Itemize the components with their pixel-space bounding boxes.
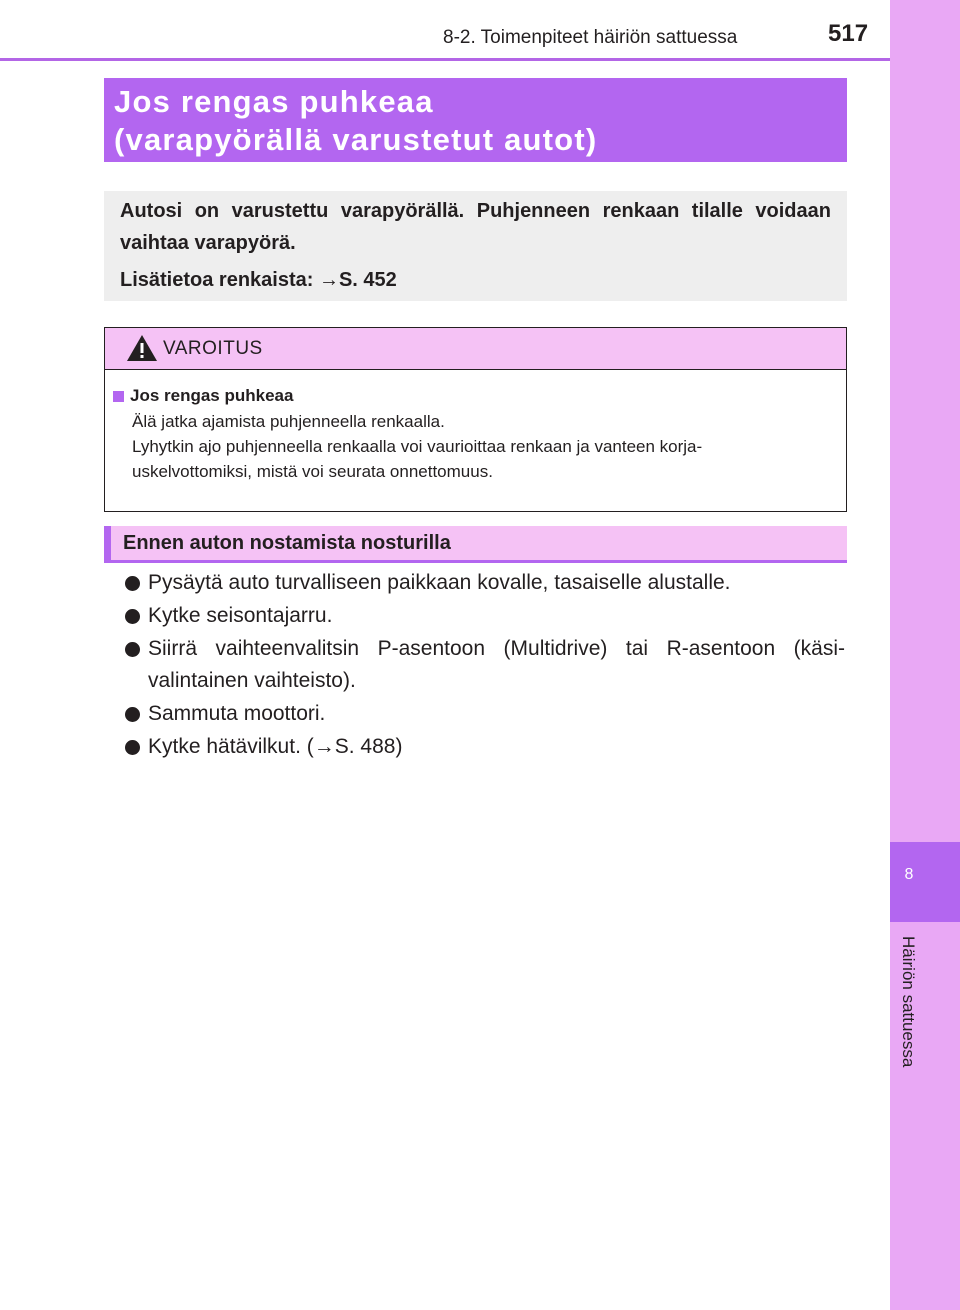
intro-reference: Lisätietoa renkaista: →S. 452 bbox=[120, 269, 397, 291]
page-number: 517 bbox=[828, 20, 869, 47]
warning-body bbox=[105, 370, 846, 484]
intro-box bbox=[104, 191, 847, 301]
warning-box bbox=[104, 327, 847, 512]
warning-triangle-icon bbox=[126, 334, 158, 367]
list-item bbox=[125, 731, 845, 763]
header-divider bbox=[0, 58, 890, 61]
bullet-icon bbox=[125, 609, 140, 624]
section-header bbox=[104, 526, 847, 563]
warning-subheading bbox=[113, 386, 836, 406]
list-item bbox=[125, 600, 845, 632]
section-title: Ennen auton nostamista nosturilla bbox=[123, 532, 451, 554]
bullet-icon bbox=[125, 707, 140, 722]
square-bullet-icon bbox=[113, 391, 124, 402]
bullet-icon bbox=[125, 576, 140, 591]
step-text: Pysäytä auto turvalliseen paikkaan kovalle, tasaiselle alustalle. bbox=[148, 571, 731, 594]
page-title-box bbox=[104, 78, 847, 162]
step-text: Kytke hätävilkut. (→S. 488) bbox=[148, 735, 403, 758]
warning-subheading-text: Jos rengas puhkeaa bbox=[130, 386, 294, 405]
step-text: Siirrä vaihteenvalitsin P-asentoon (Multidrive) tai R-asentoon (käsi-valintainen vaihteisto). bbox=[148, 637, 845, 692]
chapter-title: Häiriön sattuessa bbox=[899, 936, 918, 1068]
list-item bbox=[125, 698, 845, 730]
warning-line-1: Älä jatka ajamista puhjenneella renkaalla. bbox=[132, 412, 445, 431]
warning-line-2: Lyhytkin ajo puhjenneella renkaalla voi vaurioittaa renkaan ja vanteen korja- bbox=[132, 437, 703, 456]
chapter-number: 8 bbox=[904, 866, 914, 883]
warning-title: VAROITUS bbox=[163, 338, 263, 359]
list-item bbox=[125, 567, 845, 599]
bullet-icon bbox=[125, 740, 140, 755]
header-section-title: 8-2. Toimenpiteet häiriön sattuessa bbox=[443, 27, 738, 48]
page-title-line-2: (varapyörällä varustetut autot) bbox=[114, 122, 598, 157]
step-text: Kytke seisontajarru. bbox=[148, 604, 333, 627]
steps-list bbox=[125, 567, 845, 764]
chapter-side-tab bbox=[890, 0, 960, 1310]
intro-text: Autosi on varustettu varapyörällä. Puhjenneen renkaan tilalle voidaan vaihtaa varapyörä. bbox=[120, 200, 831, 254]
bullet-icon bbox=[125, 642, 140, 657]
warning-line-3: uskelvottomiksi, mistä voi seurata onnettomuus. bbox=[132, 462, 493, 481]
list-item bbox=[125, 633, 845, 697]
page-title-line-1: Jos rengas puhkeaa bbox=[114, 84, 434, 119]
warning-header bbox=[105, 328, 846, 370]
step-text: Sammuta moottori. bbox=[148, 702, 326, 725]
